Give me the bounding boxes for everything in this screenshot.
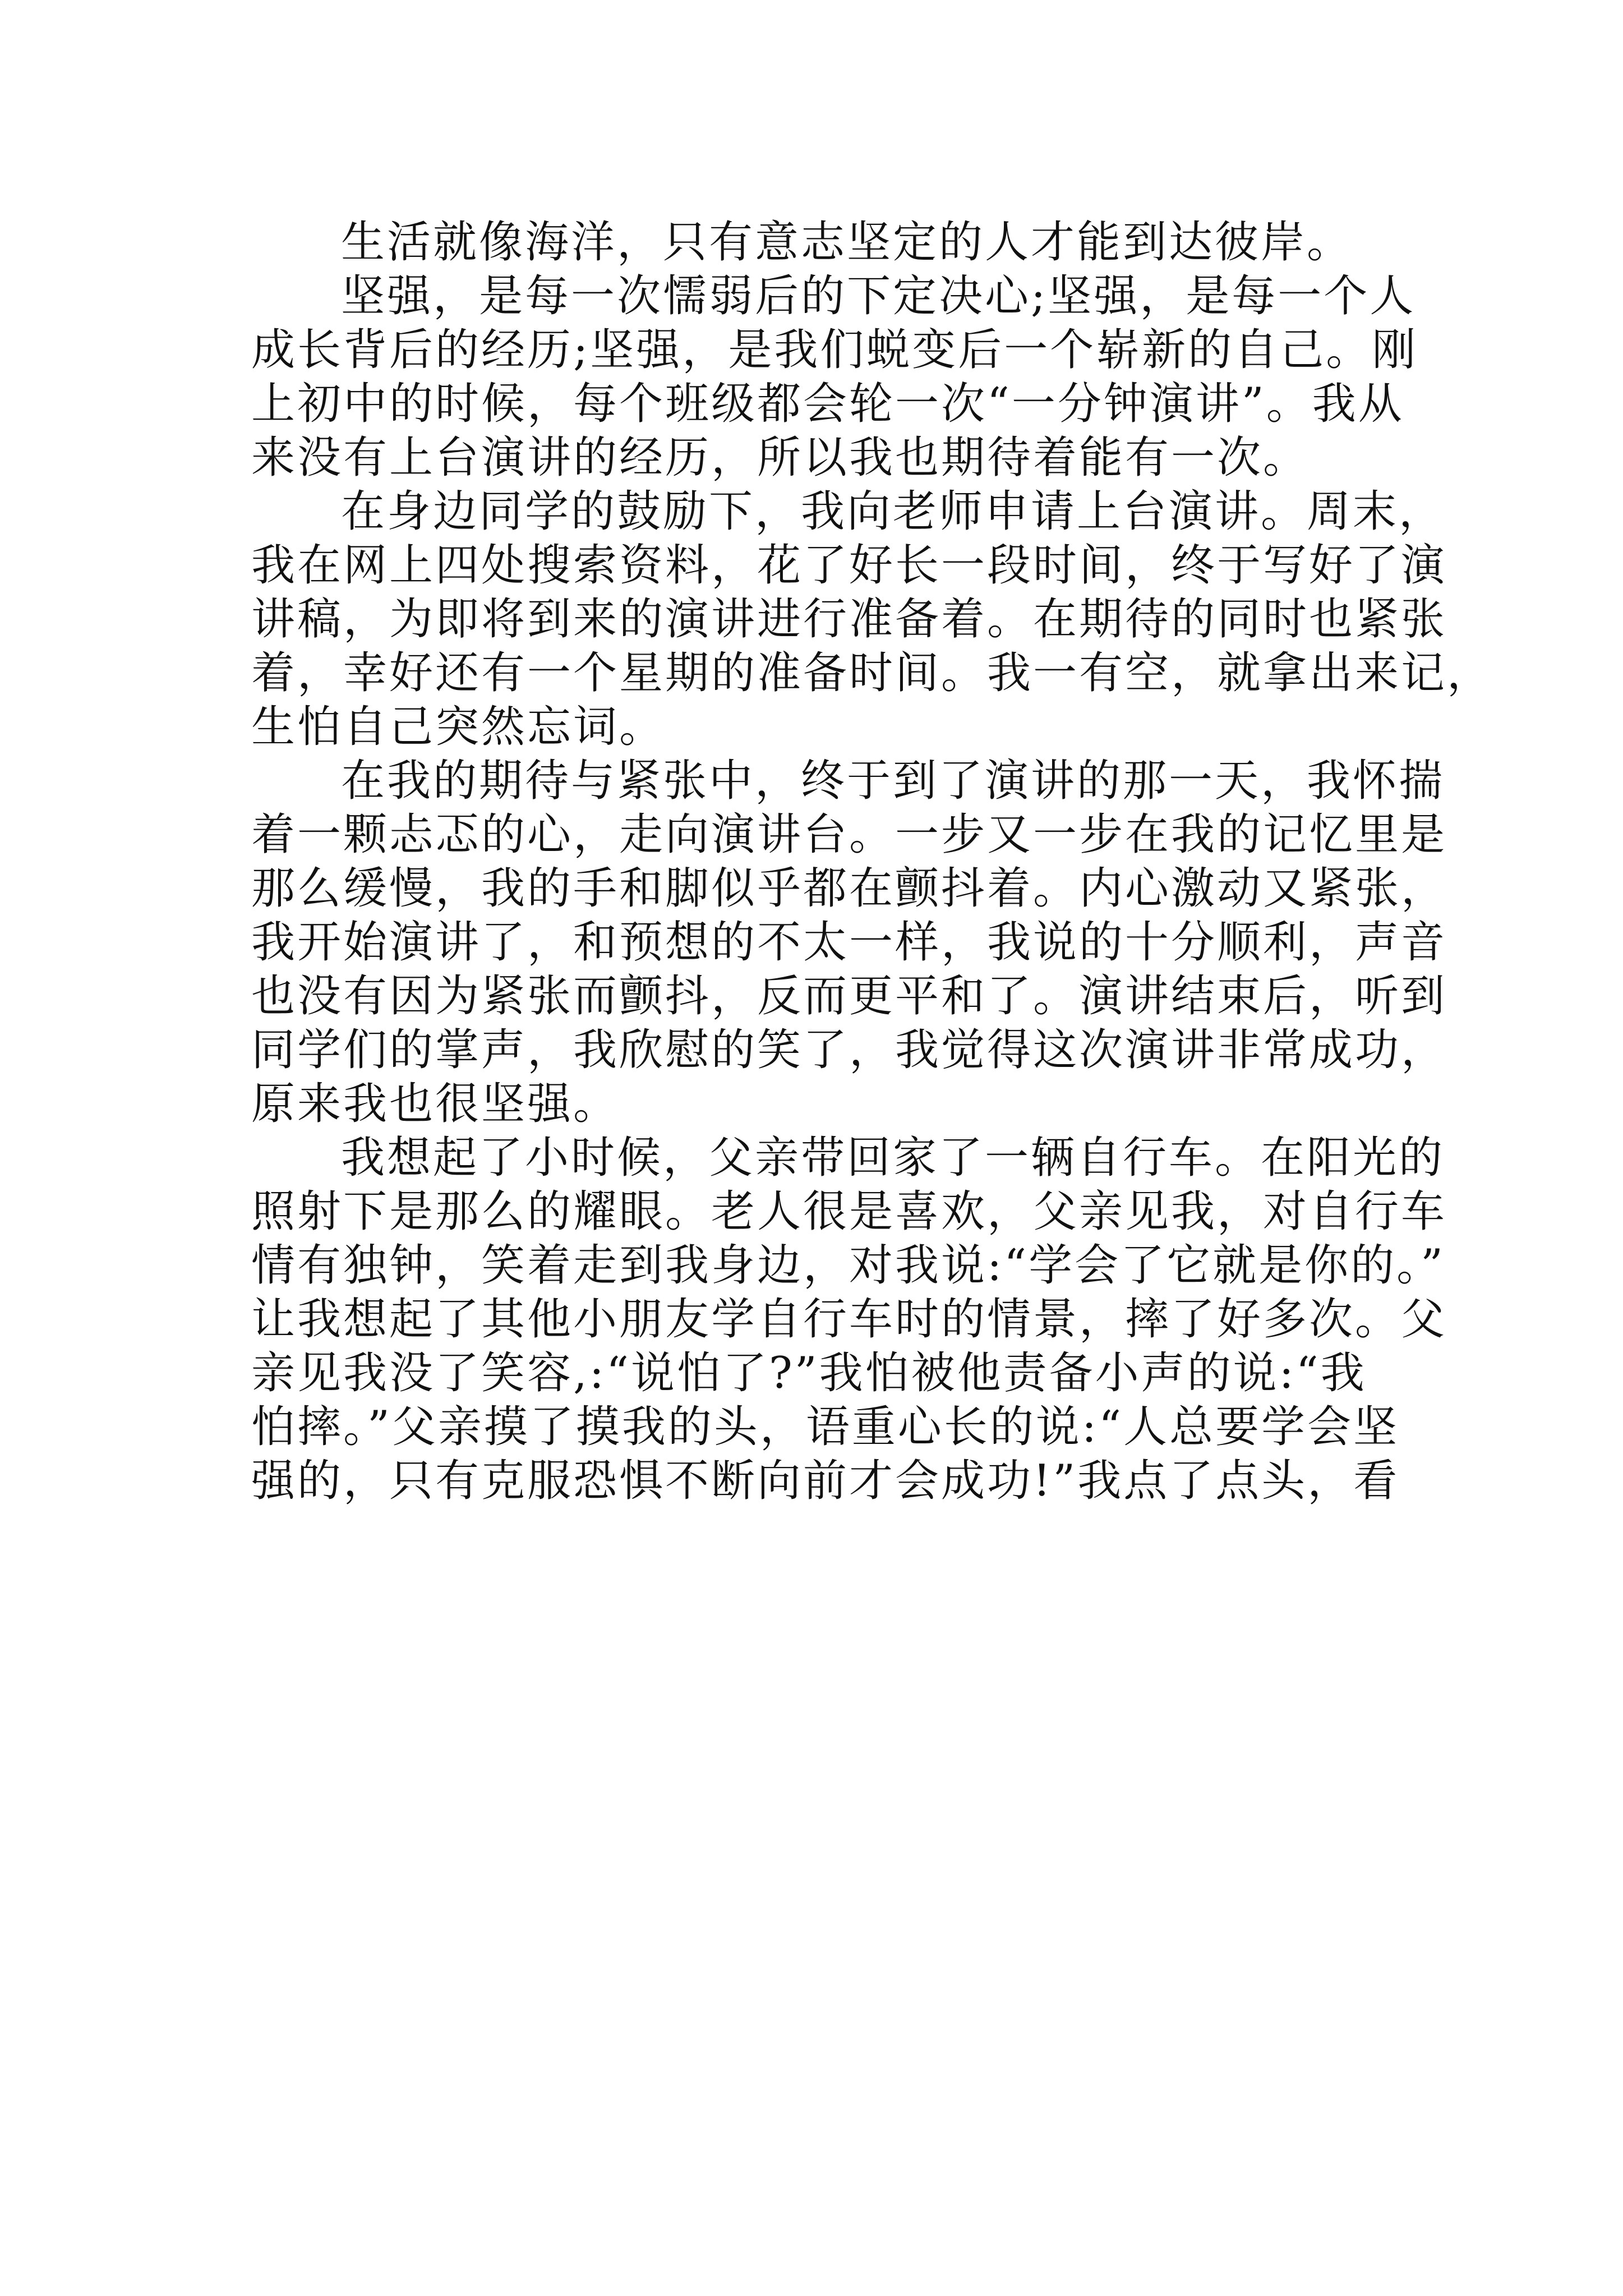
text-line: 来没有上台演讲的经历，所以我也期待着能有一次。 (251, 432, 1310, 483)
text-line: 着一颗忐忑的心，走向演讲台。一步又一步在我的记忆里是 (251, 809, 1447, 860)
text-line: 照射下是那么的耀眼。老人很是喜欢，父亲见我，对自行车 (251, 1186, 1447, 1237)
text-line: 上初中的时候，每个班级都会轮一次“一分钟演讲”。我从 (251, 379, 1404, 429)
text-line: 我在网上四处搜索资料，花了好长一段时间，终于写好了演 (251, 540, 1447, 591)
text-line: 我开始演讲了，和预想的不太一样，我说的十分顺利，声音 (251, 917, 1447, 968)
text-line: 同学们的掌声，我欣慰的笑了，我觉得这次演讲非常成功， (251, 1025, 1447, 1075)
text-line: 情有独钟，笑着走到我身边，对我说:“学会了它就是你的。” (251, 1240, 1446, 1291)
text-line: 强的，只有克服恐惧不断向前才会成功!”我点了点头，看 (251, 1456, 1400, 1506)
text-line: 我想起了小时候，父亲带回家了一辆自行车。在阳光的 (341, 1133, 1445, 1183)
text-line: 让我想起了其他小朋友学自行车时的情景，摔了好多次。父 (251, 1294, 1447, 1345)
text-line: 生怕自己突然忘词。 (251, 702, 666, 752)
text-line: 着，幸好还有一个星期的准备时间。我一有空，就拿出来记， (251, 648, 1493, 698)
text-line: 也没有因为紧张而颤抖，反而更平和了。演讲结束后，听到 (251, 971, 1447, 1022)
document-body (251, 215, 1493, 1508)
text-line: 在身边同学的鼓励下，我向老师申请上台演讲。周末， (341, 486, 1445, 537)
text-line: 成长背后的经历;坚强，是我们蜕变后一个崭新的自己。刚 (251, 325, 1418, 375)
text-line: 亲见我没了笑容,:“说怕了?”我怕被他责备小声的说:“我 (251, 1348, 1367, 1398)
text-line: 怕摔。”父亲摸了摸我的头，语重心长的说:“人总要学会坚 (251, 1402, 1400, 1452)
text-line: 讲稿，为即将到来的演讲进行准备着。在期待的同时也紧张 (251, 594, 1447, 645)
text-line: 坚强，是每一次懦弱后的下定决心;坚强，是每一个人 (341, 271, 1416, 321)
text-line: 原来我也很坚强。 (251, 1079, 620, 1129)
text-line: 生活就像海洋，只有意志坚定的人才能到达彼岸。 (341, 217, 1353, 268)
text-line: 那么缓慢，我的手和脚似乎都在颤抖着。内心激动又紧张， (251, 863, 1447, 914)
text-line: 在我的期待与紧张中，终于到了演讲的那一天，我怀揣 (341, 756, 1445, 806)
